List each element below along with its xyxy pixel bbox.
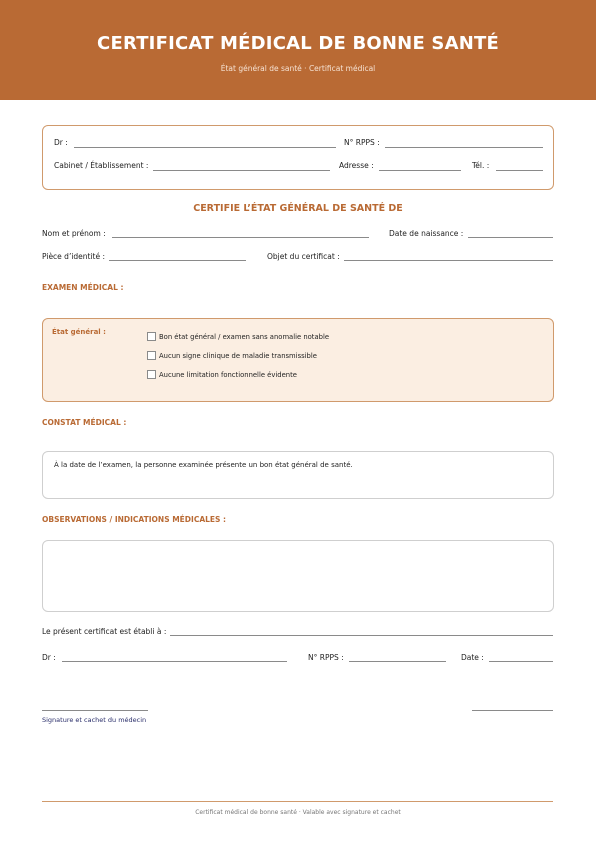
- constat-text: À la date de l’examen, la personne examinée présente un bon état général de santé.: [54, 461, 353, 469]
- patient-name-field[interactable]: [112, 237, 369, 238]
- general-state-label: État général :: [52, 328, 106, 336]
- constat-heading: CONSTAT MÉDICAL :: [42, 418, 127, 427]
- option-checkbox-1[interactable]: [147, 332, 156, 341]
- option-checkbox-3[interactable]: [147, 370, 156, 379]
- observations-heading: OBSERVATIONS / INDICATIONS MÉDICALES :: [42, 515, 227, 524]
- signature-line[interactable]: [42, 710, 148, 711]
- exam-heading: EXAMEN MÉDICAL :: [42, 283, 124, 292]
- doctor-name-field[interactable]: [74, 147, 336, 148]
- cabinet-field[interactable]: [153, 170, 330, 171]
- doctor-name-label: Dr :: [54, 138, 68, 147]
- purpose-label: Objet du certificat :: [267, 252, 340, 261]
- patient-name-label: Nom et prénom :: [42, 229, 106, 238]
- observations-textarea[interactable]: [42, 540, 554, 612]
- closing-rpps-label: N° RPPS :: [308, 653, 344, 662]
- closing-dr-label: Dr :: [42, 653, 56, 662]
- option-checkbox-2[interactable]: [147, 351, 156, 360]
- doctor-info-box: [42, 125, 554, 190]
- document-title: CERTIFICAT MÉDICAL DE BONNE SANTÉ: [97, 33, 499, 54]
- issued-at-field[interactable]: [170, 635, 553, 636]
- issued-at-label: Le présent certificat est établi à :: [42, 627, 167, 636]
- closing-dr-field[interactable]: [62, 661, 287, 662]
- certify-heading: CERTIFIE L’ÉTAT GÉNÉRAL DE SANTÉ DE: [193, 203, 403, 214]
- exam-box: [42, 318, 554, 402]
- id-document-field[interactable]: [109, 260, 246, 261]
- birth-date-field[interactable]: [468, 237, 553, 238]
- purpose-field[interactable]: [344, 260, 553, 261]
- footer-text: Certificat médical de bonne santé · Valable avec signature et cachet: [195, 809, 401, 816]
- adresse-label: Adresse :: [339, 161, 374, 170]
- tel-label: Tél. :: [472, 161, 490, 170]
- header-banner: [0, 0, 596, 100]
- signature-caption: Signature et cachet du médecin: [42, 716, 147, 724]
- tel-field[interactable]: [496, 170, 543, 171]
- id-document-label: Pièce d’identité :: [42, 252, 106, 261]
- stamp-line[interactable]: [472, 710, 553, 711]
- closing-rpps-field[interactable]: [349, 661, 446, 662]
- cabinet-label: Cabinet / Établissement :: [54, 161, 149, 170]
- doctor-rpps-field[interactable]: [385, 147, 543, 148]
- constat-box: [42, 451, 554, 499]
- birth-date-label: Date de naissance :: [389, 229, 464, 238]
- document-subtitle: État général de santé · Certificat médical: [220, 64, 376, 73]
- closing-date-label: Date :: [461, 653, 484, 662]
- doctor-rpps-label: N° RPPS :: [344, 138, 380, 147]
- option-label-2: Aucun signe clinique de maladie transmissible: [159, 352, 317, 360]
- option-label-3: Aucune limitation fonctionnelle évidente: [159, 371, 297, 379]
- option-label-1: Bon état général / examen sans anomalie notable: [159, 333, 330, 341]
- adresse-field[interactable]: [379, 170, 461, 171]
- footer-divider: [42, 801, 553, 802]
- closing-date-field[interactable]: [489, 661, 553, 662]
